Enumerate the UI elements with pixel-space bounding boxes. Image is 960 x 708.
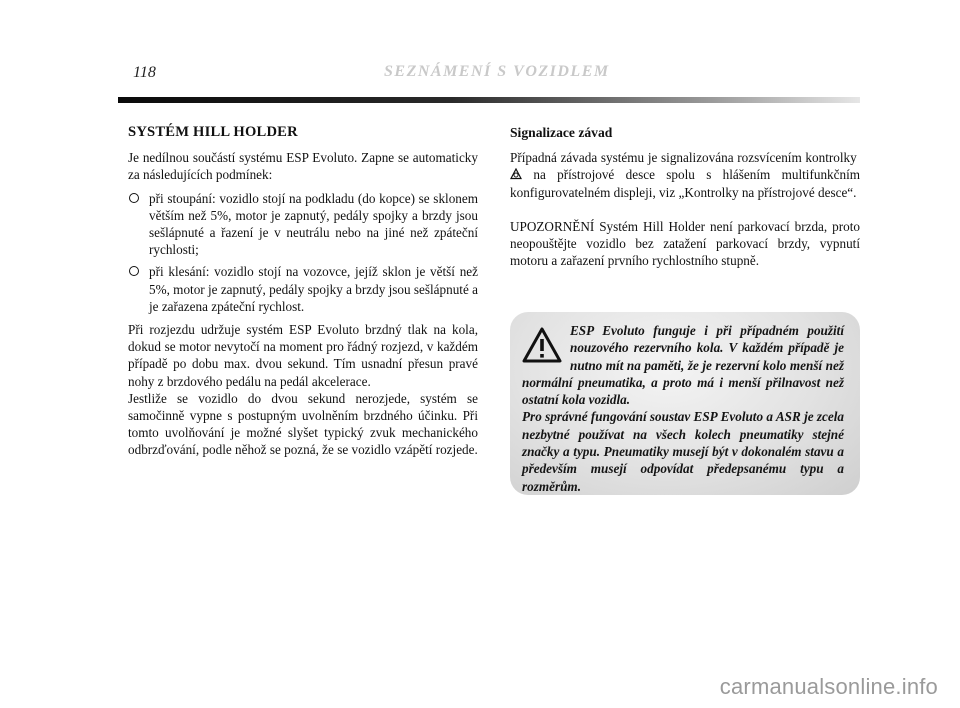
esp-warning-light-icon xyxy=(510,168,522,180)
fault-text-part1: Případná závada systému je signalizována rozsvícením kontrolky xyxy=(510,150,857,166)
left-column xyxy=(128,124,478,459)
fault-signal-paragraph xyxy=(510,149,860,201)
page-number: 118 xyxy=(133,64,156,81)
spare-wheel-warning: ESP Evoluto funguje i při případném použití nouzového rezervního kola. V každém případě je nutno mít na paměti, že je rezervní kolo menší než normální pneumatika, a proto má i menší přilnavost než ostatní kola vozidla. xyxy=(522,323,844,408)
warning-box xyxy=(510,312,860,495)
hill-holder-heading: SYSTÉM HILL HOLDER xyxy=(128,124,298,140)
start-assist-paragraph: Při rozjezdu udržuje systém ESP Evoluto brzdný tlak na kola, dokud se motor nevytočí na moment pro řádný rozjezd, v každém případě po dobu max. dvou sekund. Tím usnadní přesun pravé nohy z brzdového pedálu na pedál akcelerace. xyxy=(128,322,478,389)
list-item xyxy=(128,190,478,259)
section-header-title: SEZNÁMENÍ S VOZIDLEM xyxy=(384,63,610,80)
auto-release-paragraph: Jestliže se vozidlo do dvou sekund nerozjede, systém se samočinně vypne s postupným uvolněním brzdného účinku. Při tomto uvolňování je možné slyšet typický zvuk mechanického odbrzďování, podle něhož se pozná, že se vozidlo vzápětí rozjede. xyxy=(128,390,478,458)
header-divider xyxy=(118,97,860,103)
intro-paragraph: Je nedílnou součástí systému ESP Evoluto. Zapne se automaticky za následujících podmínek: xyxy=(128,150,478,183)
caution-paragraph: UPOZORNĚNÍ Systém Hill Holder není parkovací brzda, proto neopouštějte vozidlo bez zatažení parkovací brzdy, vypnutí motoru a zařazení prvního rychlostního stupně. xyxy=(510,218,860,269)
list-item-text: při stoupání: vozidlo stojí na podkladu (do kopce) se sklonem větším než 5%, motor je zapnutý, pedály spojky a brzdy jsou sešlápnuté a řazení je v neutrálu nebo na jiné než zpáteční rychlosti; xyxy=(149,190,478,258)
warning-text xyxy=(510,322,844,495)
tyre-requirement-warning: Pro správné fungování soustav ESP Evoluto a ASR je zcela nezbytné používat na všech kolech pneumatiky stejné značky a typu. Pneumatiky musejí být v dokonalém stavu a především musejí odpovídat předepsanému typu a rozměrům. xyxy=(522,409,844,494)
fault-signal-heading: Signalizace závad xyxy=(510,125,613,140)
circle-bullet-icon xyxy=(129,266,139,276)
list-item xyxy=(128,263,478,315)
right-column xyxy=(510,124,860,269)
circle-bullet-icon xyxy=(129,193,139,203)
list-item-text: při klesání: vozidlo stojí na vozovce, jejíž sklon je větší než 5%, motor je zapnutý, pedály spojky a brzdy jsou sešlápnuté a je zařazena zpáteční rychlost. xyxy=(149,264,478,314)
watermark: carmanualsonline.info xyxy=(719,674,938,699)
conditions-list xyxy=(128,190,478,315)
fault-text-part2: na přístrojové desce spolu s hlášením multifunkčním konfigurovatelném displeji, viz „Kontrolky na přístrojové desce“. xyxy=(510,167,861,200)
